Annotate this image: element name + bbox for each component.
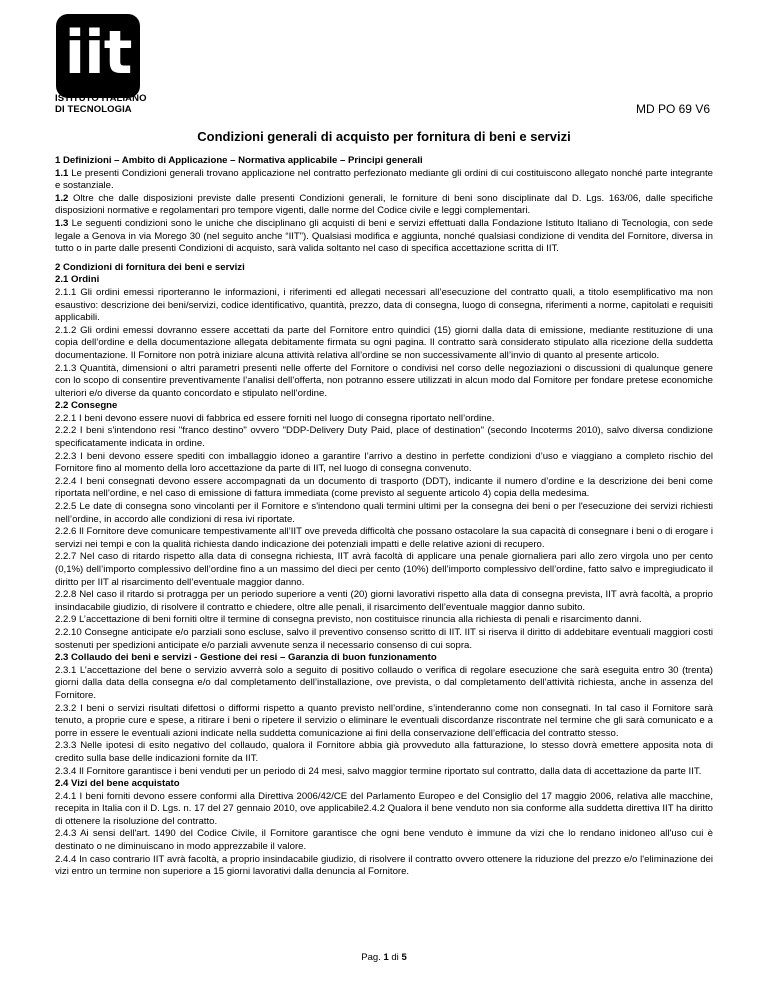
paragraph-text: 2.4.3 Ai sensi dell'art. 1490 del Codice Civile, il Fornitore garantisce che ogni bene venduto è immune da vizi che lo rendano inidoneo all'uso cui è destinato o ne diminuiscano in modo apprezzabile il valore. xyxy=(55,828,713,853)
paragraph-text: Le presenti Condizioni generali trovano applicazione nel contratto perfezionato mediante gli ordini di cui costituiscono allegato nonché parte integrante e sostanziale. xyxy=(55,167,713,192)
paragraph xyxy=(55,325,713,363)
paragraph-heading: 2.3 Collaudo dei beni e servizi - Gestione dei resi – Garanzia di buon funzionamento xyxy=(55,652,437,664)
paragraph-text: 2.2.6 Il Fornitore deve comunicare tempestivamente all’IIT ove preveda difficoltà che possano ostacolare la sua capacità di consegnare i beni o di erogare i servizi nei tempi e con la qualità richiesta dando indicazione dei potenziali impatti e delle relative azioni di recupero. xyxy=(55,526,713,550)
paragraph-text: 2.3.3 Nelle ipotesi di esito negativo del collaudo, qualora il Fornitore abbia già provveduto alla fatturazione, lo stesso dovrà emettere apposita nota di credito sulla base delle indicazioni fornite da IIT. xyxy=(55,740,713,764)
paragraph xyxy=(55,740,713,765)
paragraph xyxy=(55,193,713,218)
paragraph-heading: 1.2 xyxy=(55,192,69,204)
paragraph-text: 2.4.4 In caso contrario IIT avrà facoltà, a proprio insindacabile giudizio, di risolvere il contratto ovvero ottenere la riduzione del prezzo e/o l'eliminazione dei vizi entro un termine non superiore a 15 giorni lavorativi dalla denuncia al Fornitore. xyxy=(55,853,713,878)
page-number: 1 xyxy=(383,952,389,963)
institute-line-1: ISTITUTO ITALIANO xyxy=(55,93,147,104)
paragraph xyxy=(55,703,713,741)
paragraph-heading: 1 Definizioni – Ambito di Applicazione – Normativa applicabile – Principi generali xyxy=(55,155,423,166)
document-reference: MD PO 69 V6 xyxy=(635,102,710,116)
paragraph-text: 2.2.7 Nel caso di ritardo rispetto alla data di consegna richiesta, IIT avrà facoltà di applicare una penale giornaliera pari allo zero virgola uno per cento (0,1%) dell’importo complessivo dell’ordine fino a un massimo del dieci per cento (10%) dell’importo complessivo dell’ordine, fatto salvo e impregiudicato il diritto per IIT al risarcimento dell’eventuale maggior danno. xyxy=(55,551,713,588)
page-total: 5 xyxy=(401,952,407,963)
paragraph xyxy=(55,854,713,879)
paragraph xyxy=(55,476,713,501)
paragraph xyxy=(55,363,713,401)
paragraph xyxy=(55,589,713,614)
document-body xyxy=(55,155,713,879)
logo-text: iit xyxy=(64,18,132,88)
paragraph xyxy=(55,551,713,589)
paragraph xyxy=(55,791,713,829)
document-title: Condizioni generali di acquisto per fornitura di beni e servizi xyxy=(197,129,571,144)
paragraph-text: 2.2.5 Le date di consegna sono vincolanti per il Fornitore e s'intendono quali termini ultimi per la consegna dei beni o per l'esecuzione dei servizi richiesti nell’ordine, in accordo alle condizioni di resa ivi riportate. xyxy=(55,501,713,525)
paragraph xyxy=(55,400,713,413)
institute-line-2: DI TECNOLOGIA xyxy=(55,104,132,115)
paragraph-text: 2.2.9 L’accettazione di beni forniti oltre il termine di consegna previsto, non costituisce rinuncia alla richiesta di penali e risarcimento danni. xyxy=(55,614,642,626)
paragraph xyxy=(55,287,713,325)
page-separator: di xyxy=(388,952,402,963)
paragraph-text: 2.2.8 Nel caso il ritardo si protragga per un periodo superiore a venti (20) giorni lavorativi rispetto alla data di consegna prevista, IIT avrà facoltà, a proprio insindacabile giudizio, di risolvere il contratto e chiedere, oltre alle penali, il risarcimento dell’eventuale maggior danno subito. xyxy=(55,589,713,613)
paragraph-text: 2.4.1 I beni forniti devono essere conformi alla Direttiva 2006/42/CE del Parlamento Europeo e del Consiglio del 17 maggio 2006, relativa alle macchine, recepita in Italia con il D. Lgs. n. 17 del 27 gennaio 2010, ove applicabile2.4.2 Qualora il bene venduto non sia conforme alla suddetta direttiva IIT ha diritto di ottenere la risoluzione del contratto. xyxy=(55,790,713,827)
paragraph xyxy=(55,526,713,551)
paragraph-text: 2.2.1 I beni devono essere nuovi di fabbrica ed essere forniti nel luogo di consegna riportato nell’ordine. xyxy=(55,412,495,424)
paragraph-text: 2.1.2 Gli ordini emessi dovranno essere accettati da parte del Fornitore entro quindici (15) giorni dalla data di emissione, mediante restituzione di una copia dell’ordine e della documentazione allegata debitamente firmata su ogni pagina. Il contratto sarà considerato stipulato alla ricezione della suddetta documentazione. Il Fornitore non potrà iniziare alcuna attività relativa all’ordine se non successivamente all’invio di quanto al presente articolo. xyxy=(55,324,713,361)
paragraph-heading: 2.2 Consegne xyxy=(55,400,118,412)
paragraph-text: 2.2.4 I beni consegnati devono essere accompagnati da un documento di trasporto (DDT), indicante il numero d’ordine e la descrizione dei beni come riportata nell’ordine, e nel caso di emissione di fattura immediata (come previsto al seguente articolo 4) copia della medesima. xyxy=(55,475,713,500)
paragraph xyxy=(55,778,713,791)
page-footer xyxy=(0,952,768,963)
paragraph xyxy=(55,451,713,476)
paragraph xyxy=(55,425,713,450)
page-prefix: Pag. xyxy=(361,952,384,963)
paragraph-text: Oltre che dalle disposizioni previste dalle presenti Condizioni generali, le forniture di beni sono disciplinate dal D. Lgs. 163/06, dalle specifiche disposizioni normative e regolamentari pro tempore vigenti, dalle norme del Codice civile e leggi complementari. xyxy=(55,192,713,217)
paragraph xyxy=(55,652,713,665)
paragraph-heading: 2.1 Ordini xyxy=(55,274,100,286)
paragraph-text: 2.3.2 I beni o servizi risultati difettosi o difformi rispetto a quanto previsto nell’ordine, s’intenderanno come non consegnati. In tal caso il Fornitore sarà tenuto, a proprie cure e spese, a ritirare i beni o ripetere il servizio o eliminare le eventuali discordanze riscontrate nel termine che gli sarà comunicato e a porre in essere le eventuali azioni indicate nella suddetta comunicazione ai fini della conservazione dell’efficacia del contratto stesso. xyxy=(55,702,713,739)
paragraph-heading: 1.1 xyxy=(55,167,69,179)
paragraph-text: 2.2.3 I beni devono essere spediti con imballaggio idoneo a garantire l’arrivo a destino in perfette condizioni d’uso e viaggiano a completo rischio del Fornitore fino al momento della loro accettazione da parte di IIT, nel luogo di consegna convenuto. xyxy=(55,450,713,475)
paragraph-heading: 2 Condizioni di fornitura dei beni e servizi xyxy=(55,261,245,273)
paragraph xyxy=(55,262,713,275)
paragraph xyxy=(55,501,713,526)
paragraph xyxy=(55,627,713,652)
paragraph-text: 2.2.10 Consegne anticipate e/o parziali sono escluse, salvo il preventivo consenso scritto di IIT. IIT si riserva il diritto di addebitare eventuali maggiori costi sostenuti per spedizioni anticipate e/o parziali avvenute senza il necessario consenso di cui sopra. xyxy=(55,626,713,651)
paragraph xyxy=(55,614,713,627)
paragraph-text: 2.3.1 L’accettazione del bene o servizio avverrà solo a seguito di positivo collaudo o verifica di regolare esecuzione che sarà eseguita entro 30 (trenta) giorni dalla data della consegna e/o dal completamento dell’installazione, ove prevista, o dal completamento dell’attività richiesta, anche in assenza del Fornitore. xyxy=(55,664,713,701)
paragraph xyxy=(55,665,713,703)
institute-name xyxy=(55,93,147,115)
paragraph-text: 2.1.3 Quantità, dimensioni o altri parametri presenti nelle offerte del Fornitore o condivisi nel corso delle negoziazioni o discussioni di qualunque genere con lo scopo di consentire preventivamente l’analisi dell’offerta, non potranno essere utilizzati in alcun modo dal Fornitore per fondare pretese economiche ulteriori e/o diverse da quanto concordato e stipulato nell’ordine. xyxy=(55,362,713,399)
paragraph xyxy=(55,766,713,779)
paragraph xyxy=(55,168,713,193)
paragraph xyxy=(55,413,713,426)
paragraph-text: 2.3.4 Il Fornitore garantisce i beni venduti per un periodo di 24 mesi, salvo maggior termine riportato sul contratto, dalla data di accettazione da parte IIT. xyxy=(55,765,702,777)
paragraph xyxy=(55,155,713,168)
paragraph-heading: 1.3 xyxy=(55,217,69,229)
paragraph-text: Le seguenti condizioni sono le uniche che disciplinano gli acquisti di beni e servizi effettuati dalla Fondazione Istituto Italiano di Tecnologia, con sede legale a Genova in via Morego 30 (nel seguito anche “IIT”). Qualsiasi modifica e aggiunta, nonché qualsiasi condizione di vendita del Fornitore, diversa in tutto o in parte dalle presenti Condizioni di acquisto, sarà valida soltanto nel caso di specifica accettazione scritta di IIT. xyxy=(55,217,713,255)
iit-logo xyxy=(56,14,140,98)
paragraph-heading: 2.4 Vizi del bene acquistato xyxy=(55,778,180,790)
paragraph-text: 2.1.1 Gli ordini emessi riporteranno le informazioni, i riferimenti ed allegati necessari all’esecuzione del contratto quali, a titolo esemplificativo ma non esaustivo: descrizione dei beni/servizi, codice identificativo, quantità, prezzo, data di consegna, luogo di consegna, riferimenti a norme, capitolati e requisiti applicabili. xyxy=(55,286,713,324)
paragraph xyxy=(55,218,713,256)
paragraph xyxy=(55,274,713,287)
paragraph-text: 2.2.2 I beni s'intendono resi "franco destino" ovvero "DDP-Delivery Duty Paid, place of destination" (secondo Incoterms 2010), salvo diversa condizione specificatamente indicata in ordine. xyxy=(55,425,713,450)
paragraph xyxy=(55,828,713,853)
